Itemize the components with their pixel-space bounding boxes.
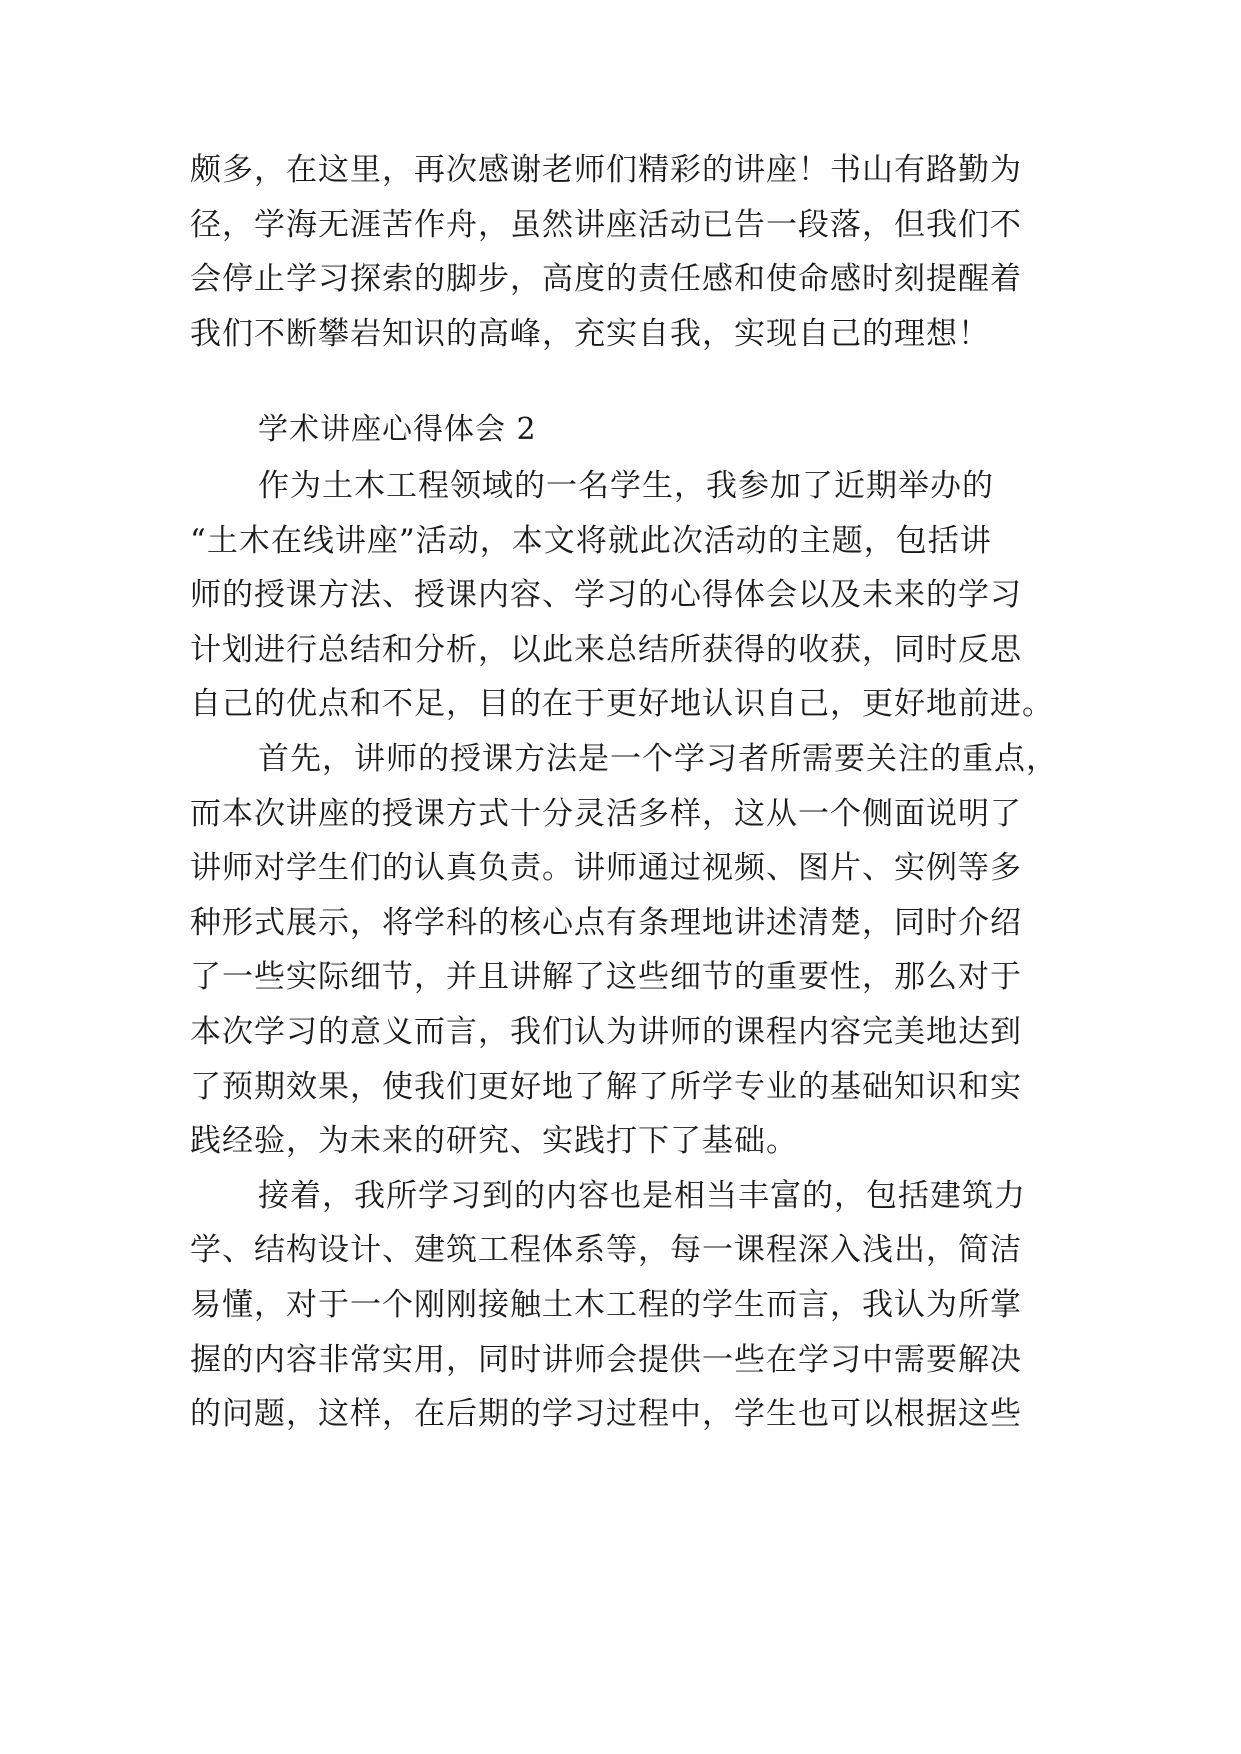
paragraph-line: 自己的优点和不足，目的在于更好地认识自己，更好地前进。 [190,686,1054,722]
paragraph-line: 径，学海无涯苦作舟，虽然讲座活动已告一段落，但我们不 [190,207,1022,243]
paragraph-line: 讲师对学生们的认真负责。讲师通过视频、图片、实例等多 [190,850,1022,886]
paragraph-line: 而本次讲座的授课方式十分灵活多样，这从一个侧面说明了 [190,796,1022,832]
paragraph-line: 作为土木工程领域的一名学生，我参加了近期举办的 [258,468,994,504]
paragraph-line: 握的内容非常实用，同时讲师会提供一些在学习中需要解决 [190,1342,1022,1378]
paragraph-line: “土木在线讲座”活动，本文将就此次活动的主题，包括讲 [190,523,992,559]
paragraph-line: 首先，讲师的授课方法是一个学习者所需要关注的重点， [258,741,1058,777]
paragraph-line: 种形式展示，将学科的核心点有条理地讲述清楚，同时介绍 [190,905,1022,941]
paragraph-line: 践经验，为未来的研究、实践打下了基础。 [190,1123,798,1159]
paragraph-line: 了一些实际细节，并且讲解了这些细节的重要性，那么对于 [190,959,1022,995]
paragraph-line: 了预期效果，使我们更好地了解了所学专业的基础知识和实 [190,1069,1022,1105]
paragraph-line: 我们不断攀岩知识的高峰，充实自我，实现自己的理想！ [190,316,990,352]
paragraph-line: 接着，我所学习到的内容也是相当丰富的，包括建筑力 [258,1178,1026,1214]
paragraph-line: 师的授课方法、授课内容、学习的心得体会以及未来的学习 [190,577,1022,613]
section-heading: 学术讲座心得体会 2 [258,412,537,447]
paragraph-line: 颇多，在这里，再次感谢老师们精彩的讲座！书山有路勤为 [190,152,1022,188]
paragraph-line: 易懂，对于一个刚刚接触土木工程的学生而言，我认为所掌 [190,1287,1022,1323]
paragraph-line: 学、结构设计、建筑工程体系等，每一课程深入浅出，简洁 [190,1232,1022,1268]
paragraph-line: 会停止学习探索的脚步，高度的责任感和使命感时刻提醒着 [190,261,1022,297]
paragraph-line: 的问题，这样，在后期的学习过程中，学生也可以根据这些 [190,1396,1022,1432]
paragraph-line: 本次学习的意义而言，我们认为讲师的课程内容完美地达到 [190,1014,1022,1050]
paragraph-line: 计划进行总结和分析，以此来总结所获得的收获，同时反思 [190,632,1022,668]
